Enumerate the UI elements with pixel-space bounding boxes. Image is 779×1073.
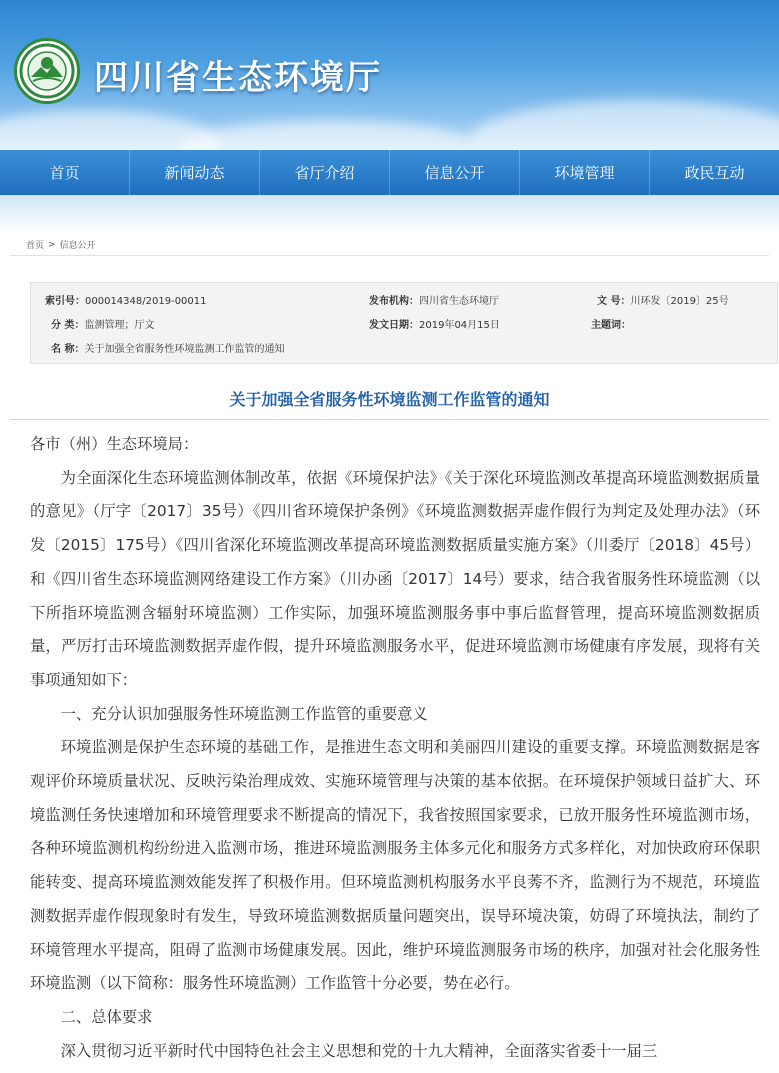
nav-shadow <box>0 195 779 235</box>
main-nav <box>0 150 779 195</box>
title-divider <box>10 419 769 420</box>
meta-name-label: 名 称： <box>51 344 85 355</box>
meta-index-value: 000014348/2019-00011 <box>85 296 207 307</box>
meta-category <box>51 316 154 331</box>
nav-info-disclosure[interactable]: 信息公开 <box>390 150 520 195</box>
paragraph-intro: 为全面深化生态环境监测体制改革，依据《环境保护法》《关于深化环境监测改革提高环境监测数据质量的意见》（厅字〔2017〕35号）《四川省环境保护条例》《环境监测数据弄虚作假行为判定及处理办法》（环发〔2015〕175号）《四川省深化环境监测改革提高环境监测数据质量实施方案》（川委厅〔2018〕45号）和《四川省生态环境监测网络建设工作方案》（川办函〔2017〕14号）要求，结合我省服务性环境监测（以下所指环境监测含辐射环境监测）工作实际，加强环境监测服务事中事后监督管理，提高环境监测数据质量，严厉打击环境监测数据弄虚作假，提升环境监测服务水平，促进环境监测市场健康有序发展，现将有关事项通知如下： <box>30 468 760 689</box>
nav-env-management[interactable]: 环境管理 <box>520 150 650 195</box>
nav-news[interactable]: 新闻动态 <box>130 150 260 195</box>
meta-date-value: 2019年04月15日 <box>419 320 500 331</box>
meta-publisher-value: 四川省生态环境厅 <box>419 296 499 307</box>
meta-date <box>369 316 500 331</box>
meta-subject <box>591 316 631 331</box>
meta-name <box>51 340 284 355</box>
nav-home[interactable]: 首页 <box>0 150 130 195</box>
meta-index <box>45 292 207 307</box>
paragraph-significance: 环境监测是保护生态环境的基础工作，是推进生态文明和美丽四川建设的重要支撑。环境监测数据是客观评价环境质量状况、反映污染治理成效、实施环境管理与决策的基本依据。在环境保护领域日益扩大、环境监测任务快速增加和环境管理要求不断提高的情况下，我省按照国家要求，已放开服务性环境监测市场，各种环境监测机构纷纷进入监测市场，推进环境监测服务主体多元化和服务方式多样化，对加快政府环保职能转变、提高环境监测效能发挥了积极作用。但环境监测机构服务水平良莠不齐，监测行为不规范，环境监测数据弄虚作假现象时有发生，导致环境监测数据质量问题突出，误导环境决策，妨碍了环境执法，制约了环境管理水平提高，阻碍了监测市场健康发展。因此，维护环境监测服务市场的秩序，加强对社会化服务性环境监测（以下简称：服务性环境监测）工作监管十分必要，势在必行。 <box>30 738 760 993</box>
breadcrumb-current[interactable]: 信息公开 <box>59 241 96 251</box>
divider <box>10 255 769 256</box>
breadcrumb-home[interactable]: 首页 <box>26 241 45 251</box>
emblem-icon <box>19 43 75 99</box>
document-body <box>30 428 760 1068</box>
meta-publisher-label: 发布机构： <box>369 296 419 307</box>
document-meta-box <box>30 282 778 364</box>
meta-publisher <box>369 292 499 307</box>
meta-date-label: 发文日期： <box>369 320 419 331</box>
site-logo[interactable] <box>14 38 80 104</box>
meta-category-label: 分 类： <box>51 320 85 331</box>
meta-subject-label: 主题词： <box>591 320 631 331</box>
section-heading-1: 一、充分认识加强服务性环境监测工作监管的重要意义 <box>60 704 428 723</box>
breadcrumb <box>26 238 96 251</box>
nav-about[interactable]: 省厅介绍 <box>260 150 390 195</box>
section-heading-2: 二、总体要求 <box>60 1007 153 1026</box>
document-title: 关于加强全省服务性环境监测工作监管的通知 <box>229 390 550 409</box>
salutation: 各市（州）生态环境局： <box>30 435 199 453</box>
meta-docno <box>597 292 729 307</box>
site-title: 四川省生态环境厅 <box>94 58 382 98</box>
meta-docno-label: 文 号： <box>597 296 631 307</box>
header-banner <box>0 0 779 150</box>
breadcrumb-separator: > <box>48 239 56 250</box>
nav-interaction[interactable]: 政民互动 <box>684 164 745 182</box>
meta-index-label: 索引号： <box>45 296 85 307</box>
meta-category-value: 监测管理；厅文 <box>84 320 155 331</box>
meta-docno-value: 川环发〔2019〕25号 <box>630 296 729 307</box>
paragraph-requirements: 深入贯彻习近平新时代中国特色社会主义思想和党的十九大精神，全面落实省委十一届三 <box>60 1041 658 1060</box>
meta-name-value: 关于加强全省服务性环境监测工作监管的通知 <box>84 344 285 355</box>
